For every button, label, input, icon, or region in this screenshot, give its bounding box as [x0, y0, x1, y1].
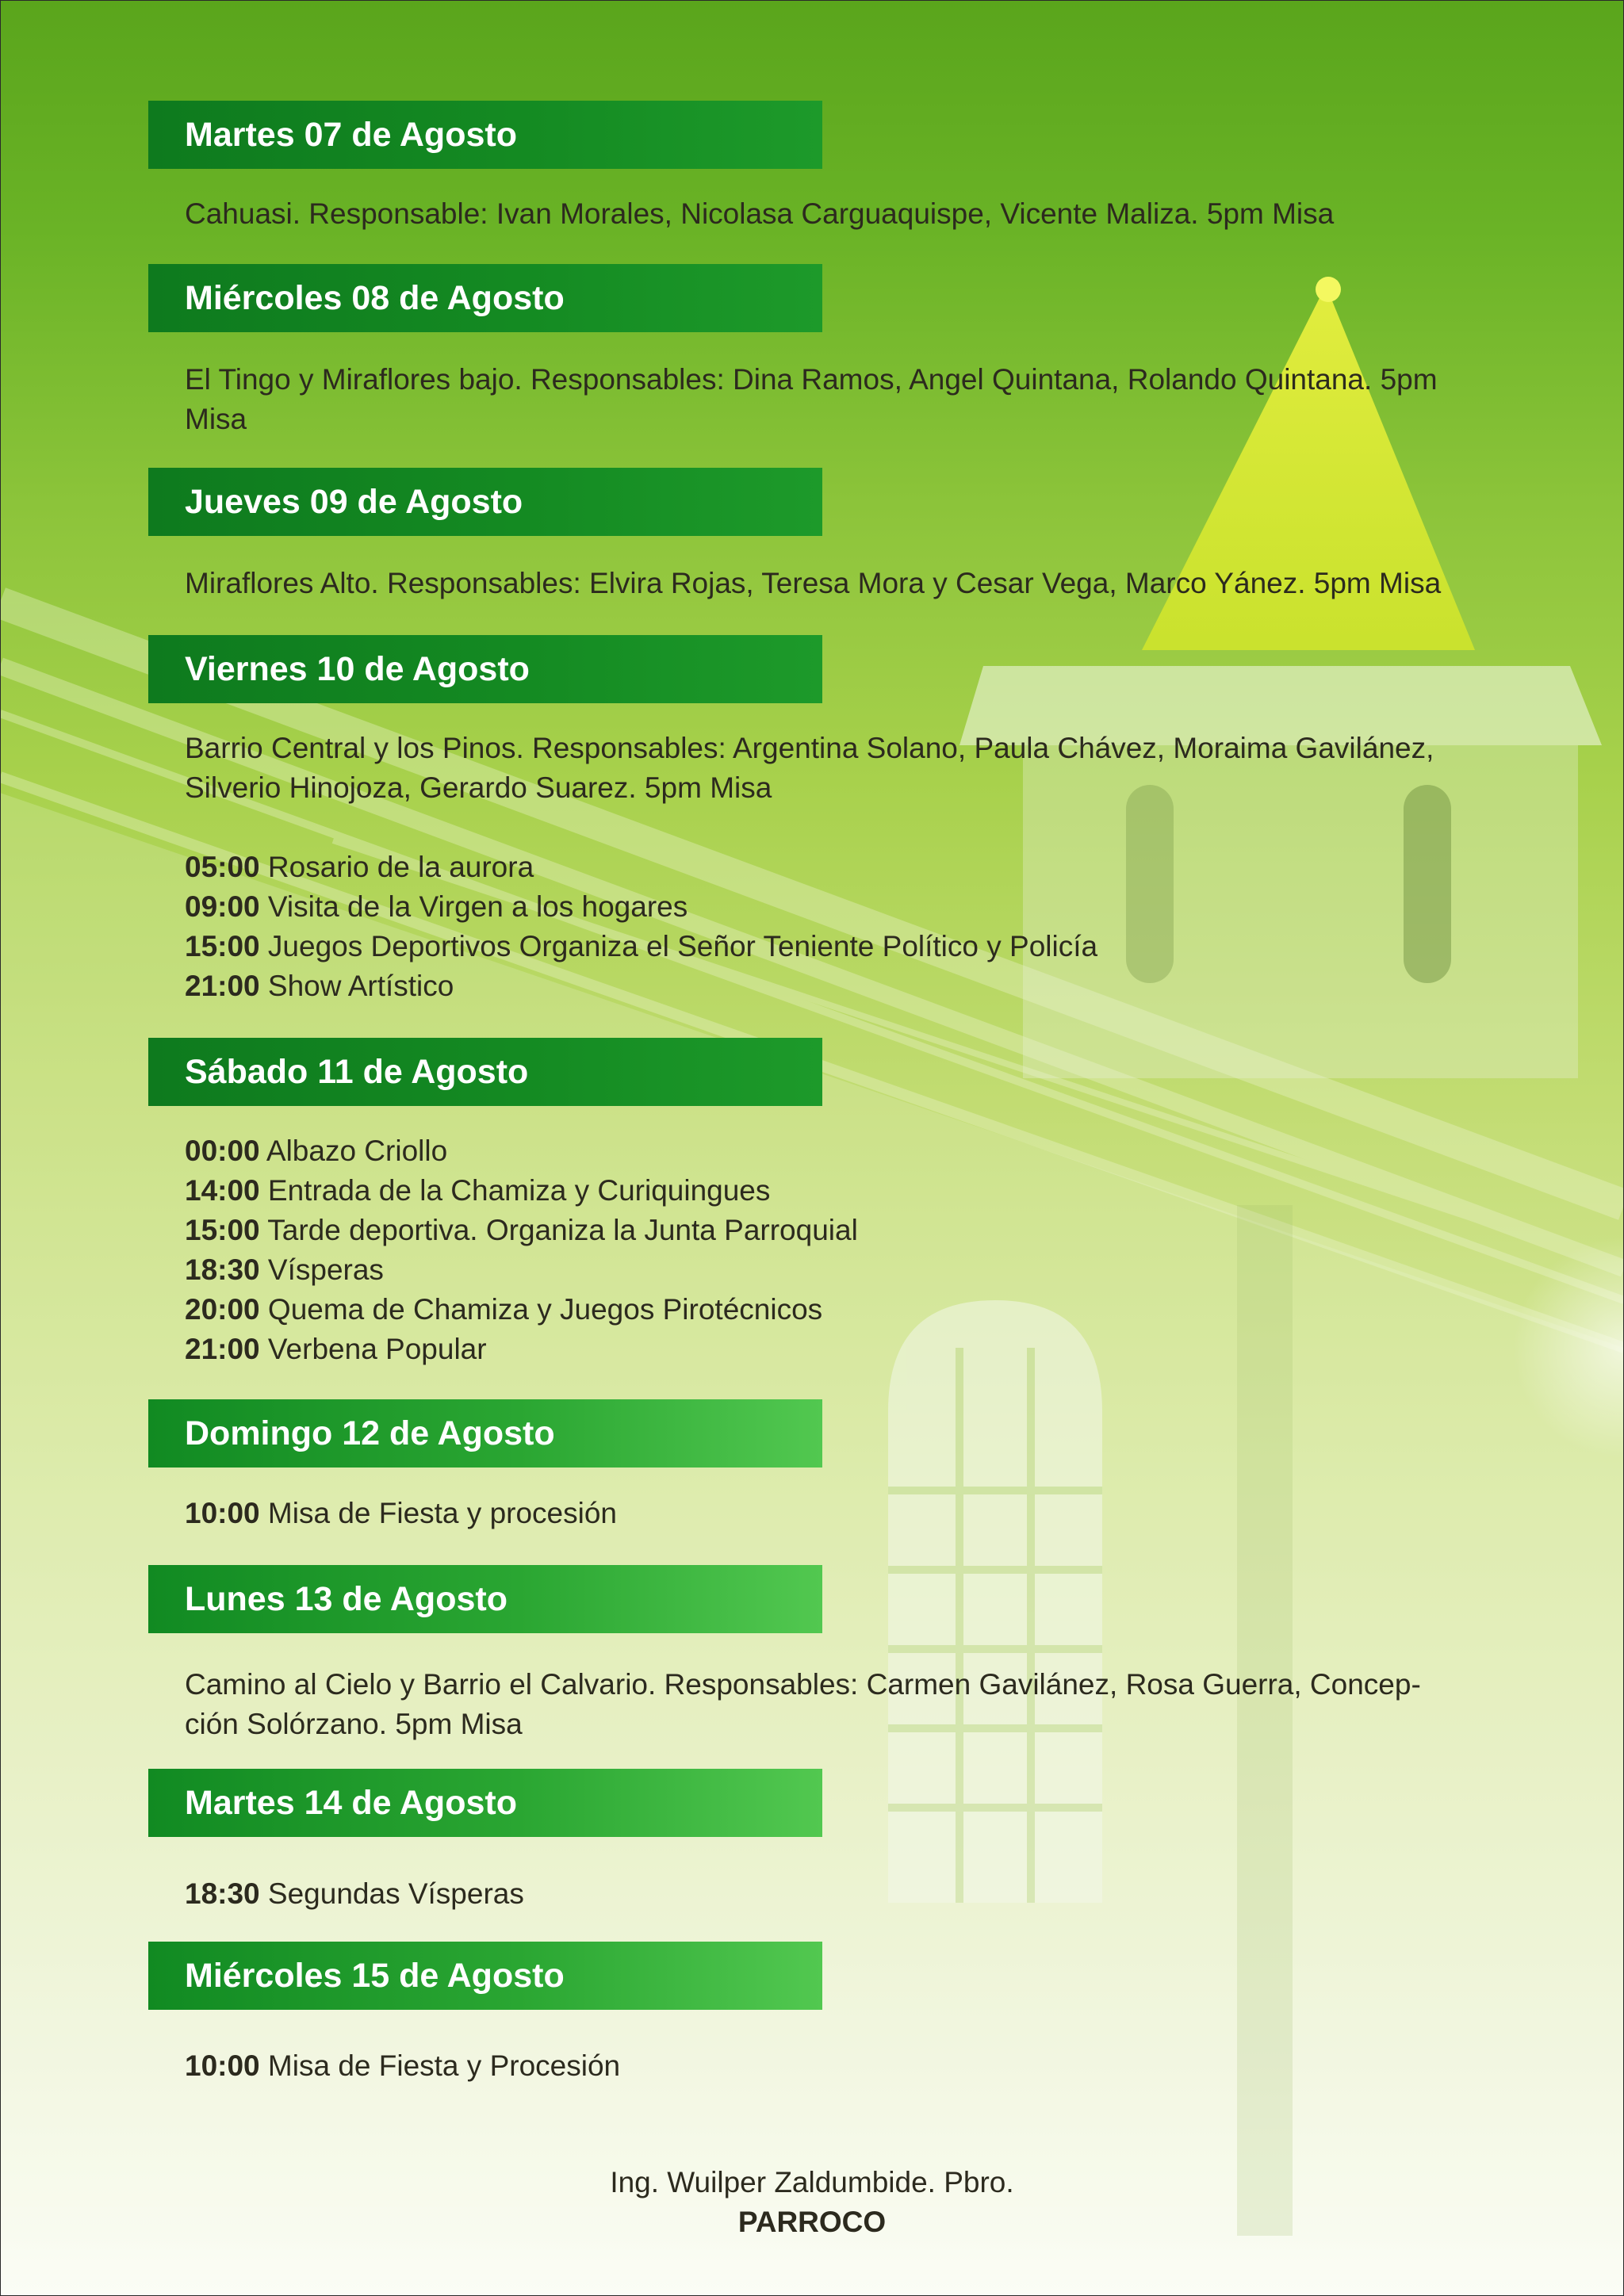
- event-item: [185, 887, 1485, 927]
- event-list: [185, 1874, 1485, 1914]
- event-list: [185, 1131, 1485, 1369]
- day-header-domingo-12: [148, 1399, 822, 1468]
- event-time: 00:00: [185, 1135, 260, 1167]
- event-time: 15:00: [185, 1214, 260, 1246]
- event-item: [185, 1171, 1485, 1211]
- event-item: [185, 966, 1485, 1006]
- day-title: Miércoles 08 de Agosto: [185, 279, 565, 317]
- description-line: ción Solórzano. 5pm Misa: [185, 1708, 523, 1740]
- description-line: Misa: [185, 403, 247, 435]
- day-header-martes-07: [148, 101, 822, 169]
- event-text: Misa de Fiesta y procesión: [267, 1497, 618, 1529]
- event-list: [185, 2046, 1485, 2086]
- day-title: Miércoles 15 de Agosto: [185, 1957, 565, 1995]
- event-time: 10:00: [185, 2049, 260, 2082]
- event-text: Misa de Fiesta y Procesión: [267, 2049, 621, 2082]
- event-text: Rosario de la aurora: [267, 851, 534, 883]
- event-text: Juegos Deportivos Organiza el Señor Teniente Político y Policía: [267, 930, 1098, 962]
- event-text: Entrada de la Chamiza y Curiquingues: [267, 1174, 771, 1207]
- event-text: Tarde deportiva. Organiza la Junta Parroquial: [267, 1214, 858, 1246]
- event-text: Visita de la Virgen a los hogares: [267, 890, 688, 923]
- event-text: Show Artístico: [267, 970, 454, 1002]
- event-list: [185, 848, 1485, 1006]
- day-header-martes-14: [148, 1769, 822, 1837]
- day-description: [185, 564, 1485, 603]
- event-time: 21:00: [185, 970, 260, 1002]
- event-text: Albazo Criollo: [266, 1135, 448, 1167]
- event-time: 21:00: [185, 1333, 260, 1365]
- day-header-lunes-13: [148, 1565, 822, 1633]
- event-item: [185, 1131, 1485, 1171]
- day-title: Martes 14 de Agosto: [185, 1784, 517, 1822]
- day-description: [185, 360, 1485, 439]
- event-item: [185, 2046, 1485, 2086]
- event-time: 09:00: [185, 890, 260, 923]
- description-line: Camino al Cielo y Barrio el Calvario. Responsables: Carmen Gavilánez, Rosa Guerra, Concep-: [185, 1668, 1421, 1701]
- day-title: Sábado 11 de Agosto: [185, 1053, 529, 1091]
- event-time: 18:30: [185, 1253, 260, 1286]
- event-item: [185, 848, 1485, 887]
- signature-name: Ing. Wuilper Zaldumbide. Pbro.: [610, 2166, 1014, 2198]
- description-line: Silverio Hinojoza, Gerardo Suarez. 5pm Misa: [185, 771, 772, 804]
- day-description: [185, 729, 1485, 808]
- event-list: [185, 1494, 1485, 1533]
- event-item: [185, 1330, 1485, 1369]
- day-description: [185, 194, 1485, 234]
- description-line: Barrio Central y los Pinos. Responsables: Argentina Solano, Paula Chávez, Moraima Gavilánez,: [185, 732, 1434, 764]
- day-title: Viernes 10 de Agosto: [185, 650, 530, 688]
- event-text: Quema de Chamiza y Juegos Pirotécnicos: [267, 1293, 823, 1326]
- event-time: 20:00: [185, 1293, 260, 1326]
- description-line: Cahuasi. Responsable: Ivan Morales, Nicolasa Carguaquispe, Vicente Maliza. 5pm Misa: [185, 197, 1335, 230]
- signature-role: PARROCO: [737, 2206, 887, 2238]
- event-text: Vísperas: [267, 1253, 384, 1286]
- event-item: [185, 927, 1485, 966]
- day-header-miercoles-15: [148, 1942, 822, 2010]
- event-item: [185, 1211, 1485, 1250]
- description-line: Miraflores Alto. Responsables: Elvira Rojas, Teresa Mora y Cesar Vega, Marco Yánez. 5pm Misa: [185, 567, 1442, 599]
- description-line: El Tingo y Miraflores bajo. Responsables: Dina Ramos, Angel Quintana, Rolando Quintana. 5pm: [185, 363, 1438, 396]
- day-header-jueves-09: [148, 468, 822, 536]
- event-text: Verbena Popular: [267, 1333, 487, 1365]
- event-item: [185, 1250, 1485, 1290]
- day-title: Martes 07 de Agosto: [185, 116, 517, 154]
- day-header-viernes-10: [148, 635, 822, 703]
- day-title: Jueves 09 de Agosto: [185, 483, 523, 521]
- event-item: [185, 1874, 1485, 1914]
- event-time: 15:00: [185, 930, 260, 962]
- day-header-miercoles-08: [148, 264, 822, 332]
- day-title: Lunes 13 de Agosto: [185, 1580, 508, 1618]
- event-item: [185, 1494, 1485, 1533]
- event-item: [185, 1290, 1485, 1330]
- event-time: 05:00: [185, 851, 260, 883]
- day-title: Domingo 12 de Agosto: [185, 1414, 555, 1452]
- event-time: 10:00: [185, 1497, 260, 1529]
- event-time: 14:00: [185, 1174, 260, 1207]
- day-header-sabado-11: [148, 1038, 822, 1106]
- day-description: [185, 1665, 1485, 1744]
- signature-block: [0, 2163, 1624, 2242]
- event-text: Segundas Vísperas: [267, 1877, 524, 1910]
- event-time: 18:30: [185, 1877, 260, 1910]
